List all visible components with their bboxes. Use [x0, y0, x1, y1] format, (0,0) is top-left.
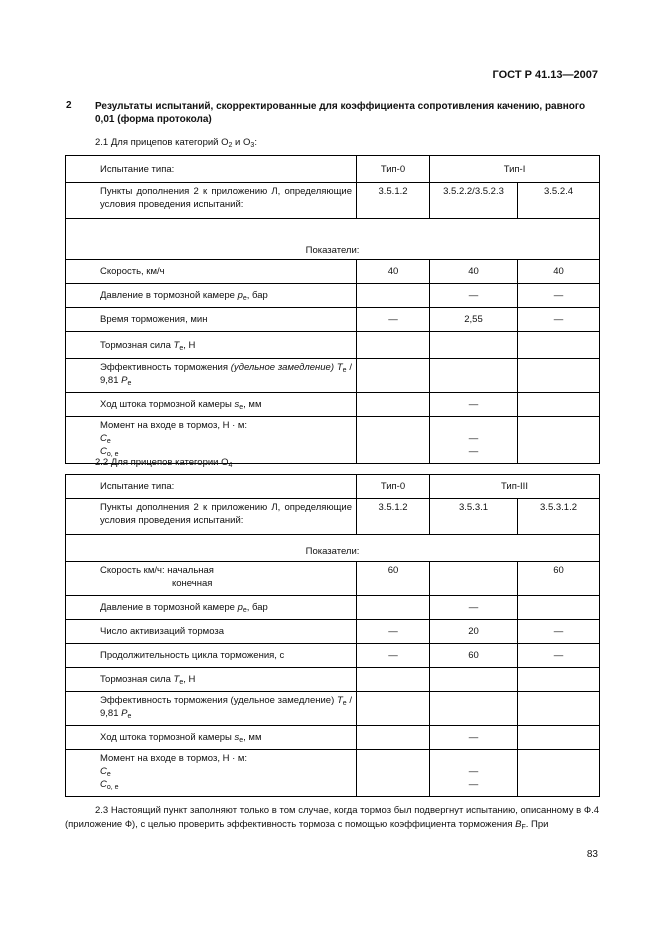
efficiency-cell [357, 691, 430, 725]
brake-force-label: Тормозная сила $T_e$, Н [66, 332, 357, 359]
stroke-cell [357, 393, 430, 417]
moment-cell [518, 417, 600, 464]
activations-cell: — [357, 619, 430, 643]
points-cell: 3.5.3.1.2 [518, 499, 600, 535]
speed-cell: 40 [518, 260, 600, 284]
activations-cell: 20 [430, 619, 518, 643]
moment-cell: — — [430, 417, 518, 464]
activations-cell: — [518, 619, 600, 643]
efficiency-label: Эффективность торможения (удельное замедление) $T_e / 9,81$ $P_e$ [66, 359, 357, 393]
points-cell: 3.5.2.4 [518, 183, 600, 219]
braking-time-label: Время торможения, мин [66, 308, 357, 332]
brake-force-label: Тормозная сила $T_e$, Н [66, 667, 357, 691]
stroke-cell: — [430, 725, 518, 749]
stroke-cell [518, 393, 600, 417]
points-cell: 3.5.1.2 [357, 499, 430, 535]
stroke-cell [518, 725, 600, 749]
brake-force-cell [357, 667, 430, 691]
pressure-cell: — [430, 284, 518, 308]
moment-cell: — — [430, 749, 518, 796]
cycle-cell: — [518, 643, 600, 667]
speed-label: Скорость км/ч: начальная конечная [66, 561, 357, 595]
points-label: Пункты дополнения 2 к приложению Л, определяющие условия проведения испытаний: [66, 499, 357, 535]
indicators-header: Показатели: [66, 543, 600, 561]
cycle-cell: — [357, 643, 430, 667]
activations-label: Число активизаций тормоза [66, 619, 357, 643]
stroke-cell: — [430, 393, 518, 417]
cycle-cell: 60 [430, 643, 518, 667]
speed-cell: 40 [430, 260, 518, 284]
pressure-cell [357, 284, 430, 308]
section-title: Результаты испытаний, скорректированные для коэффициента сопротивления качению, равного 0,01 (форма протокола) [95, 101, 586, 125]
section-number: 2 [66, 100, 72, 111]
results-table-o4 [65, 474, 600, 797]
test-type-label: Испытание типа: [66, 475, 357, 499]
paragraph-2-3: 2.3 Настоящий пункт заполняют только в том случае, когда тормоз был подвергнут испытанию, описанному в Ф.4 (приложение Ф), с целью проверить эффективность тормоза с помощью коэффициента торможения $B_F$. При [65, 805, 599, 831]
moment-label: Момент на входе в тормоз, Н · м: $C_e$ $C_{o, e}$ [66, 417, 357, 464]
results-table-o2-o3 [65, 155, 600, 464]
brake-force-cell [430, 332, 518, 359]
moment-cell [357, 749, 430, 796]
efficiency-label: Эффективность торможения (удельное замедление) $T_e / 9,81$ $P_e$ [66, 691, 357, 725]
type-1-header: Тип-I [430, 156, 600, 183]
cycle-label: Продолжительность цикла торможения, с [66, 643, 357, 667]
spacer-row [66, 219, 600, 242]
brake-force-cell [430, 667, 518, 691]
stroke-cell [357, 725, 430, 749]
test-type-label: Испытание типа: [66, 156, 357, 183]
page-number: 83 [586, 849, 598, 860]
type-3-header: Тип-III [430, 475, 600, 499]
speed-cell: 60 [518, 561, 600, 595]
pressure-label: Давление в тормозной камере $p_e$, бар [66, 595, 357, 619]
brake-force-cell [518, 332, 600, 359]
stroke-label: Ход штока тормозной камеры $s_e$, мм [66, 725, 357, 749]
points-cell: 3.5.3.1 [430, 499, 518, 535]
moment-cell [357, 417, 430, 464]
indicators-header: Показатели: [66, 242, 600, 260]
spacer-row [66, 535, 600, 544]
points-cell: 3.5.2.2/3.5.2.3 [430, 183, 518, 219]
braking-time-cell: — [518, 308, 600, 332]
type-0-header: Тип-0 [357, 475, 430, 499]
efficiency-cell [430, 359, 518, 393]
document-code: ГОСТ Р 41.13—2007 [492, 69, 598, 81]
efficiency-cell [518, 691, 600, 725]
pressure-label: Давление в тормозной камере $p_e$, бар [66, 284, 357, 308]
efficiency-cell [518, 359, 600, 393]
efficiency-cell [357, 359, 430, 393]
efficiency-cell [430, 691, 518, 725]
pressure-cell: — [518, 284, 600, 308]
pressure-cell [518, 595, 600, 619]
pressure-cell [357, 595, 430, 619]
subsection-2-1-title: 2.1 Для прицепов категорий $O_2$ и $O_3$: [95, 137, 257, 149]
speed-cell [430, 561, 518, 595]
speed-cell: 60 [357, 561, 430, 595]
stroke-label: Ход штока тормозной камеры $s_e$, мм [66, 393, 357, 417]
braking-time-cell: 2,55 [430, 308, 518, 332]
braking-time-cell: — [357, 308, 430, 332]
subsection-2-2-title: 2.2 Для прицепов категории $O_4$ [95, 457, 233, 469]
brake-force-cell [518, 667, 600, 691]
speed-cell: 40 [357, 260, 430, 284]
brake-force-cell [357, 332, 430, 359]
type-0-header: Тип-0 [357, 156, 430, 183]
speed-label: Скорость, км/ч [66, 260, 357, 284]
pressure-cell: — [430, 595, 518, 619]
points-cell: 3.5.1.2 [357, 183, 430, 219]
moment-label: Момент на входе в тормоз, Н · м: $C_e$ $C_{o, e}$ [66, 749, 357, 796]
moment-cell [518, 749, 600, 796]
points-label: Пункты дополнения 2 к приложению Л, определяющие условия проведения испытаний: [66, 183, 357, 219]
